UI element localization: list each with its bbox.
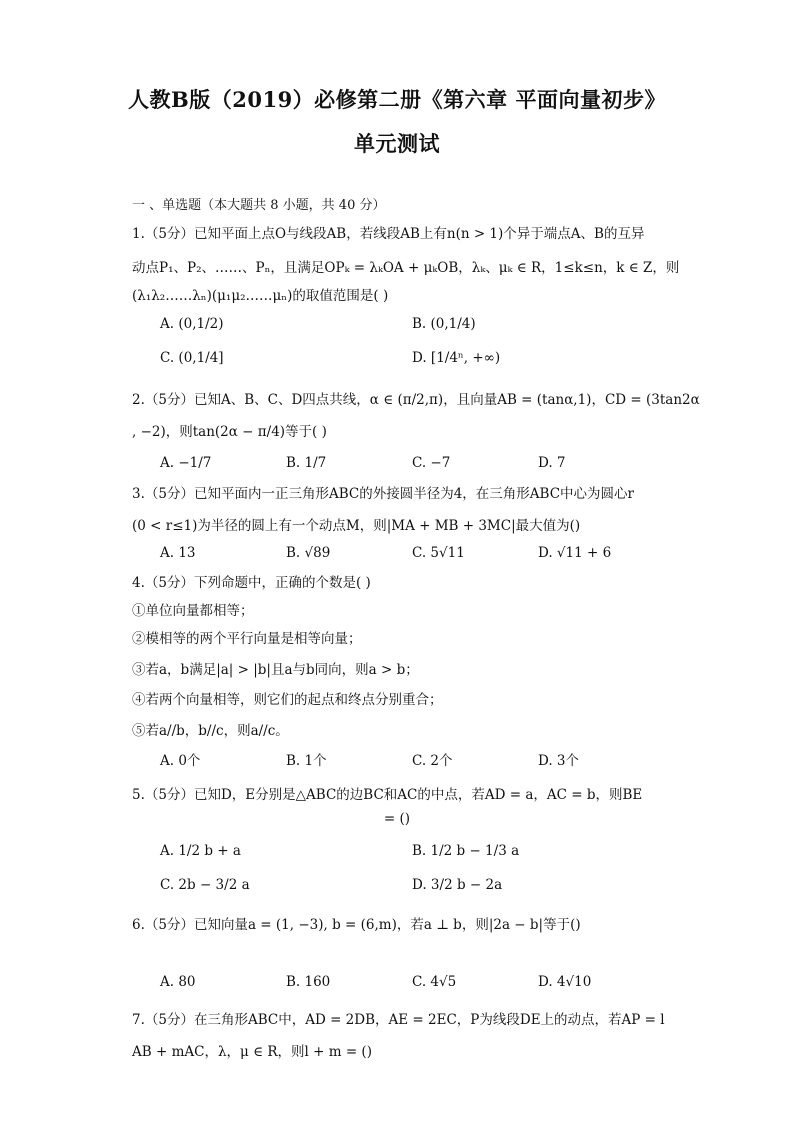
question-3-option-c: C. 5√11 [412,545,465,561]
question-6-option-b: B. 160 [286,974,331,990]
question-4-line-3: ②模相等的两个平行向量是相等向量； [132,631,362,647]
question-7-line-1: 7.（5分）在三角形ABC中，AD = 2DB，AE = 2EC，P为线段DE上的动点，若AP = l [132,1012,665,1028]
question-4-line-6: ⑤若a//b，b//c，则a//c。 [132,723,289,739]
question-2-line-2: , −2)，则tan(2α − π/4)等于( ) [132,424,327,440]
question-4-line-2: ①单位向量都相等； [132,603,254,619]
section-heading: 一 、单选题（本大题共 8 小题，共 40 分） [132,198,386,213]
document-title: 人教B版（2019）必修第二册《第六章 平面向量初步》 [127,87,666,112]
question-2-option-d: D. 7 [538,455,566,471]
question-2-option-c: C. −7 [412,455,451,471]
question-4-option-c: C. 2个 [412,753,453,769]
question-2-option-a: A. −1/7 [160,455,212,471]
question-1-option-a: A. (0,1/2) [160,316,224,332]
question-4-option-a: A. 0个 [160,753,201,769]
question-4-line-5: ④若两个向量相等，则它们的起点和终点分别重合； [132,692,443,708]
question-5-line-1: 5.（5分）已知D，E分别是△ABC的边BC和AC的中点，若AD = a，AC = b，则BE [132,787,643,803]
question-4-option-d: D. 3个 [538,753,580,769]
question-2-line-1: 2.（5分）已知A、B、C、D四点共线，α ∈ (π/2,π)，且向量AB = (tanα,1)，CD = (3tan2α [132,392,700,408]
question-1-option-b: B. (0,1/4) [412,316,476,332]
question-7-line-2: AB + mAC，λ，μ ∈ R，则l + m = () [132,1044,372,1060]
question-6-option-a: A. 80 [160,974,196,990]
question-4-option-b: B. 1个 [286,753,327,769]
question-1-line-2: 动点P₁、P₂、……、Pₙ，且满足OPₖ = λₖOA + μₖOB，λₖ、μₖ ∈ R，1≤k≤n，k ∈ Z，则 [132,260,680,276]
question-1-line-1: 1.（5分）已知平面上点O与线段AB，若线段AB上有n(n > 1)个异于端点A、B的互异 [132,226,645,242]
question-3-line-1: 3.（5分）已知平面内一正三角形ABC的外接圆半径为4，在三角形ABC中心为圆心r [132,486,635,502]
question-3-option-d: D. √11 + 6 [538,545,612,561]
question-6-option-c: C. 4√5 [412,974,457,990]
question-1-line-3: (λ₁λ₂……λₙ)(μ₁μ₂……μₙ)的取值范围是( ) [132,288,389,304]
question-5-option-c: C. 2b − 3/2 a [160,877,250,893]
question-6-line-1: 6.（5分）已知向量a = (1, −3), b = (6,m)，若a ⊥ b，则|2a − b|等于() [132,917,581,933]
document-subtitle: 单元测试 [354,131,440,156]
question-1-option-c: C. (0,1/4] [160,350,224,366]
question-5-option-d: D. 3/2 b − 2a [412,877,503,893]
question-6-option-d: D. 4√10 [538,974,592,990]
question-1-option-d: D. [1/4ⁿ, +∞) [412,350,501,366]
question-2-option-b: B. 1/7 [286,455,327,471]
question-5-line-2: = () [383,811,411,827]
question-4-line-4: ③若a，b满足|a| > |b|且a与b同向，则a > b； [132,662,419,678]
question-5-option-a: A. 1/2 b + a [160,843,241,859]
question-4-line-1: 4.（5分）下列命题中，正确的个数是( ) [132,575,371,591]
question-3-line-2: (0 < r≤1)为半径的圆上有一个动点M，则|MA + MB + 3MC|最大值为() [132,518,581,534]
question-3-option-b: B. √89 [286,545,331,561]
question-3-option-a: A. 13 [160,545,196,561]
question-5-option-b: B. 1/2 b − 1/3 a [412,843,520,859]
